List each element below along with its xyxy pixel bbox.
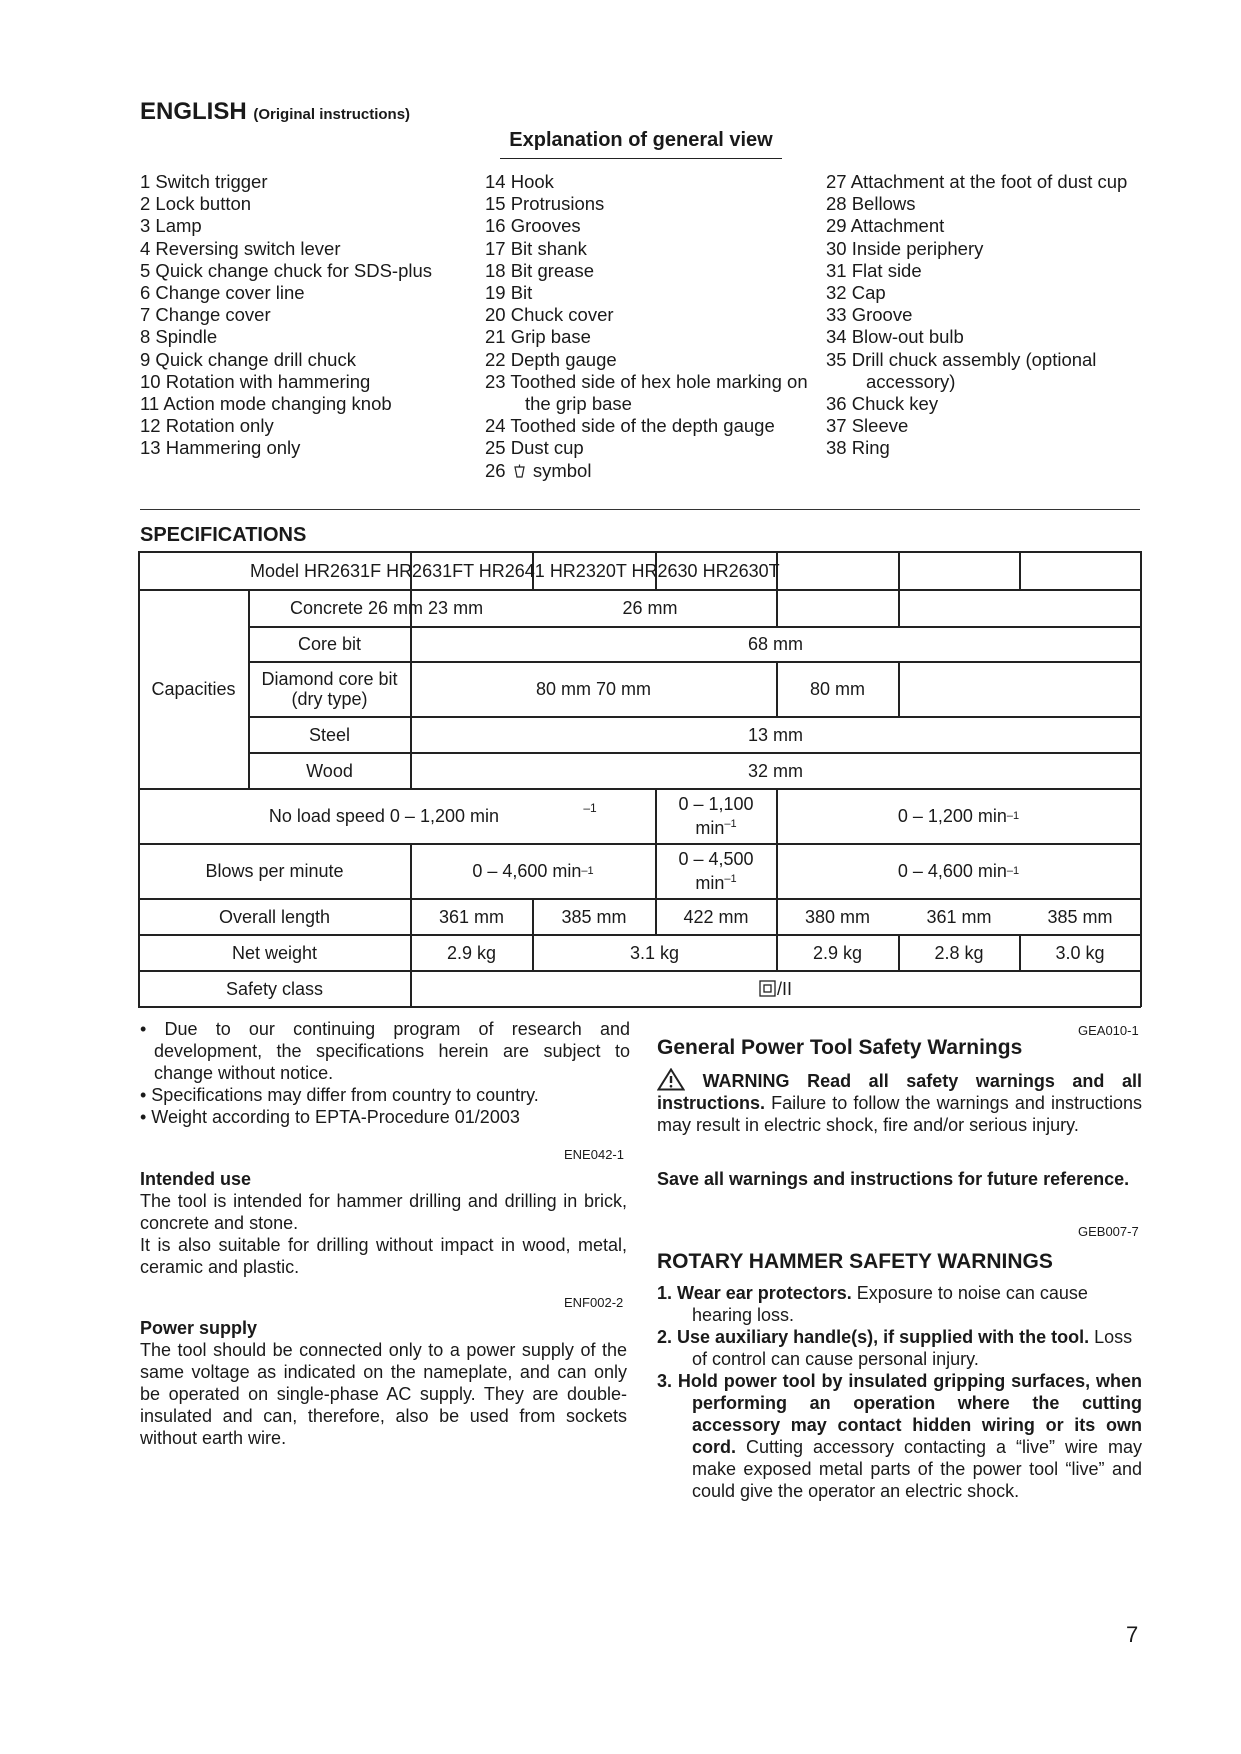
list-item: 37 Sleeve (826, 415, 909, 437)
list-item: 31 Flat side (826, 259, 922, 281)
blows-right-value: 0 – 4,600 min (897, 861, 1007, 881)
diamond-label-line1: Diamond core bit (261, 669, 398, 689)
exponent: –1 (1006, 810, 1020, 822)
double-insulation-icon (759, 980, 776, 997)
diamond-label-line2: (dry type) (291, 689, 368, 709)
rotary-title: ROTARY HAMMER SAFETY WARNINGS (657, 1250, 1053, 1273)
no-load-right (777, 789, 1140, 843)
list-item: 20 Chuck cover (485, 304, 614, 326)
exponent: –1 (724, 818, 737, 830)
list-item: 25 Dust cup (485, 437, 584, 459)
list-item: 15 Protrusions (485, 193, 605, 215)
warning-paragraph (657, 1068, 1142, 1136)
list-item: 10 Rotation with hammering (140, 370, 371, 392)
language-label: ENGLISH (140, 98, 247, 125)
list-item: 38 Ring (826, 437, 890, 459)
list-item: 16 Grooves (485, 215, 581, 237)
rotary-item (657, 1370, 1142, 1502)
intended-use-title: Intended use (140, 1169, 252, 1189)
no-load-right-value: 0 – 1,200 min (897, 806, 1007, 826)
list-item: 21 Grip base (485, 326, 591, 348)
blows-left-value: 0 – 4,600 min (472, 861, 582, 881)
table-line (1140, 551, 1142, 1007)
rotary-item-number: 2. (657, 1327, 673, 1347)
blows-left (411, 844, 655, 898)
specifications-title: SPECIFICATIONS (140, 524, 307, 546)
warning-triangle-icon (657, 1068, 685, 1091)
diamond-value-b: 80 mm (809, 679, 865, 699)
safety-class-value (411, 971, 1140, 1006)
net-weight-value: 3.0 kg (1055, 942, 1105, 963)
overall-length-value: 385 mm (1047, 906, 1113, 927)
safety-class-label: Safety class (225, 978, 324, 999)
overall-length-value: 361 mm (438, 906, 505, 927)
intended-use-p2: It is also suitable for drilling without impact in wood, metal, ceramic and plastic. (140, 1235, 627, 1277)
code-geb: GEB007-7 (1078, 1224, 1139, 1239)
no-load-mid-unit: min (695, 818, 725, 838)
rotary-item-number: 1. (657, 1283, 673, 1303)
net-weight-label: Net weight (231, 942, 318, 963)
code-ene: ENE042-1 (564, 1147, 624, 1162)
list-item: 13 Hammering only (140, 437, 301, 459)
language-subtitle: (Original instructions) (253, 106, 411, 123)
list-item: 5 Quick change chuck for SDS-plus (140, 259, 433, 281)
power-supply-text: The tool should be connected only to a power supply of the same voltage as indicated on the nameplate, and can only be operated on single-phase AC supply. They are double-insulated and can, therefore, also be used from sockets without earth wire. (140, 1340, 627, 1448)
list-item: 9 Quick change drill chuck (140, 348, 356, 370)
no-load-mid (656, 789, 776, 843)
list-item: 29 Attachment (826, 215, 945, 237)
diamond-label (249, 662, 410, 716)
steel-value: 13 mm (747, 724, 803, 745)
rotary-item-bold: Use auxiliary handle(s), if supplied with the tool. (677, 1327, 1090, 1347)
net-weight-value: 2.9 kg (812, 942, 863, 963)
rotary-item (657, 1326, 1142, 1370)
blows-mid (656, 844, 776, 898)
item26-number: 26 (485, 459, 506, 481)
list-item: 32 Cap (826, 282, 886, 304)
list-item: 34 Blow-out bulb (826, 326, 964, 348)
warning-text: Failure to follow the warnings and instructions may result in electric shock, fire and/or serious injury. (657, 1093, 1142, 1135)
table-line (138, 1006, 1141, 1008)
rotary-item-number: 3. (657, 1371, 673, 1391)
capacities-label: Capacities (151, 679, 236, 699)
list-item: 36 Chuck key (826, 393, 939, 415)
power-supply-title: Power supply (140, 1318, 258, 1338)
net-weight-value: 2.9 kg (446, 942, 497, 963)
list-item: 4 Reversing switch lever (140, 237, 341, 259)
note-item: • Specifications may differ from country to country. (140, 1085, 539, 1105)
rotary-warning-list (657, 1282, 1142, 1502)
concrete-label: Concrete 26 mm 23 mm (290, 598, 484, 618)
code-gea: GEA010-1 (1078, 1023, 1139, 1038)
model-row: Model HR2631F HR2631FT HR2641 HR2320T HR2630 HR2630T (250, 560, 780, 581)
list-item: 17 Bit shank (485, 237, 587, 259)
no-load-exponent: –1 (583, 801, 597, 815)
list-item: 23 Toothed side of hex hole marking on the grip base (485, 370, 808, 415)
overall-length-label: Overall length (218, 906, 331, 927)
net-weight-value: 3.1 kg (629, 942, 680, 963)
list-item: 8 Spindle (140, 326, 218, 348)
no-load-mid-line2 (695, 814, 736, 838)
table-line (898, 661, 900, 716)
warning-bold: WARNING Read all safety warnings and all instructions. (657, 1071, 1142, 1113)
rotary-item-bold: Hold power tool by insulated gripping surfaces, when performing an operation where the cutting accessory may contact hidden wiring or its own cord. (677, 1371, 1142, 1457)
exponent: –1 (724, 873, 737, 885)
list-item: 1 Switch trigger (140, 171, 268, 192)
item26-label: symbol (532, 459, 592, 481)
wood-value: 32 mm (747, 760, 803, 781)
note-item: • Weight according to EPTA-Procedure 01/2003 (140, 1107, 520, 1127)
list-item: 19 Bit (485, 282, 533, 304)
list-item: 28 Bellows (826, 193, 916, 215)
blows-right (777, 844, 1140, 898)
core-bit-label: Core bit (297, 634, 362, 654)
code-enf: ENF002-2 (564, 1295, 624, 1310)
safety-class-text: /II (776, 978, 792, 999)
intended-use-p1: The tool is intended for hammer drilling and drilling in brick, concrete and stone. (140, 1191, 627, 1233)
rotary-item-text: Exposure to noise can cause hearing loss. (692, 1283, 1088, 1325)
wood-label: Wood (306, 760, 353, 781)
rotary-item (657, 1282, 1142, 1326)
list-item: 11 Action mode changing knob (140, 393, 392, 415)
rotary-item-bold: Wear ear protectors. (677, 1283, 852, 1303)
list-item: 35 Drill chuck assembly (optional accessory) (826, 348, 1097, 392)
exponent: –1 (581, 865, 594, 877)
net-weight-value: 2.8 kg (934, 942, 984, 963)
overall-length-value: 422 mm (683, 906, 749, 927)
diamond-value-a: 80 mm 70 mm (535, 679, 652, 699)
rotary-item-text: Loss of control can cause personal injury. (692, 1327, 1133, 1369)
list-item: 7 Change cover (140, 304, 271, 326)
list-item: 22 Depth gauge (485, 348, 617, 370)
intended-use-section (140, 1168, 627, 1278)
concrete-value: 26 mm (622, 598, 678, 618)
list-item: 6 Change cover line (140, 282, 305, 304)
general-view-title: Explanation of general view (500, 129, 782, 159)
core-bit-value: 68 mm (747, 634, 803, 654)
exponent: –1 (1006, 865, 1020, 877)
save-instructions: Save all warnings and instructions for future reference. (657, 1169, 1130, 1189)
general-safety-title: General Power Tool Safety Warnings (657, 1036, 1023, 1059)
spec-notes (140, 1018, 630, 1128)
rotary-item-text: Cutting accessory contacting a “live” wire may make exposed metal parts of the power tool “live” and could give the operator an electric shock. (692, 1437, 1142, 1501)
list-item: 33 Groove (826, 304, 913, 326)
steel-label: Steel (308, 724, 351, 745)
blows-mid-line1: 0 – 4,500 (678, 849, 754, 869)
list-item: 27 Attachment at the foot of dust cup (826, 171, 1128, 192)
no-load-mid-line1: 0 – 1,100 (678, 794, 754, 814)
list-item: 3 Lamp (140, 215, 202, 237)
note-item: • Due to our continuing program of research and development, the specifications herein are subject to change without notice. (140, 1019, 630, 1083)
blows-mid-unit: min (695, 873, 725, 893)
table-line (1019, 551, 1021, 589)
table-line (898, 551, 900, 626)
list-item: 12 Rotation only (140, 415, 274, 437)
blows-mid-line2 (695, 869, 736, 893)
list-item: 30 Inside periphery (826, 237, 984, 259)
list-item: 14 Hook (485, 171, 554, 192)
blows-label: Blows per minute (205, 861, 344, 881)
overall-length-value: 380 mm (804, 906, 871, 927)
list-item: 18 Bit grease (485, 259, 595, 281)
power-supply-section (140, 1317, 627, 1449)
no-load-label: No load speed 0 – 1,200 min (268, 806, 499, 826)
overall-length-value: 361 mm (926, 906, 992, 927)
list-item: 24 Toothed side of the depth gauge (485, 415, 775, 437)
list-item: 2 Lock button (140, 193, 252, 215)
overall-length-value: 385 mm (561, 906, 627, 927)
page-number: 7 (1126, 1622, 1139, 1647)
